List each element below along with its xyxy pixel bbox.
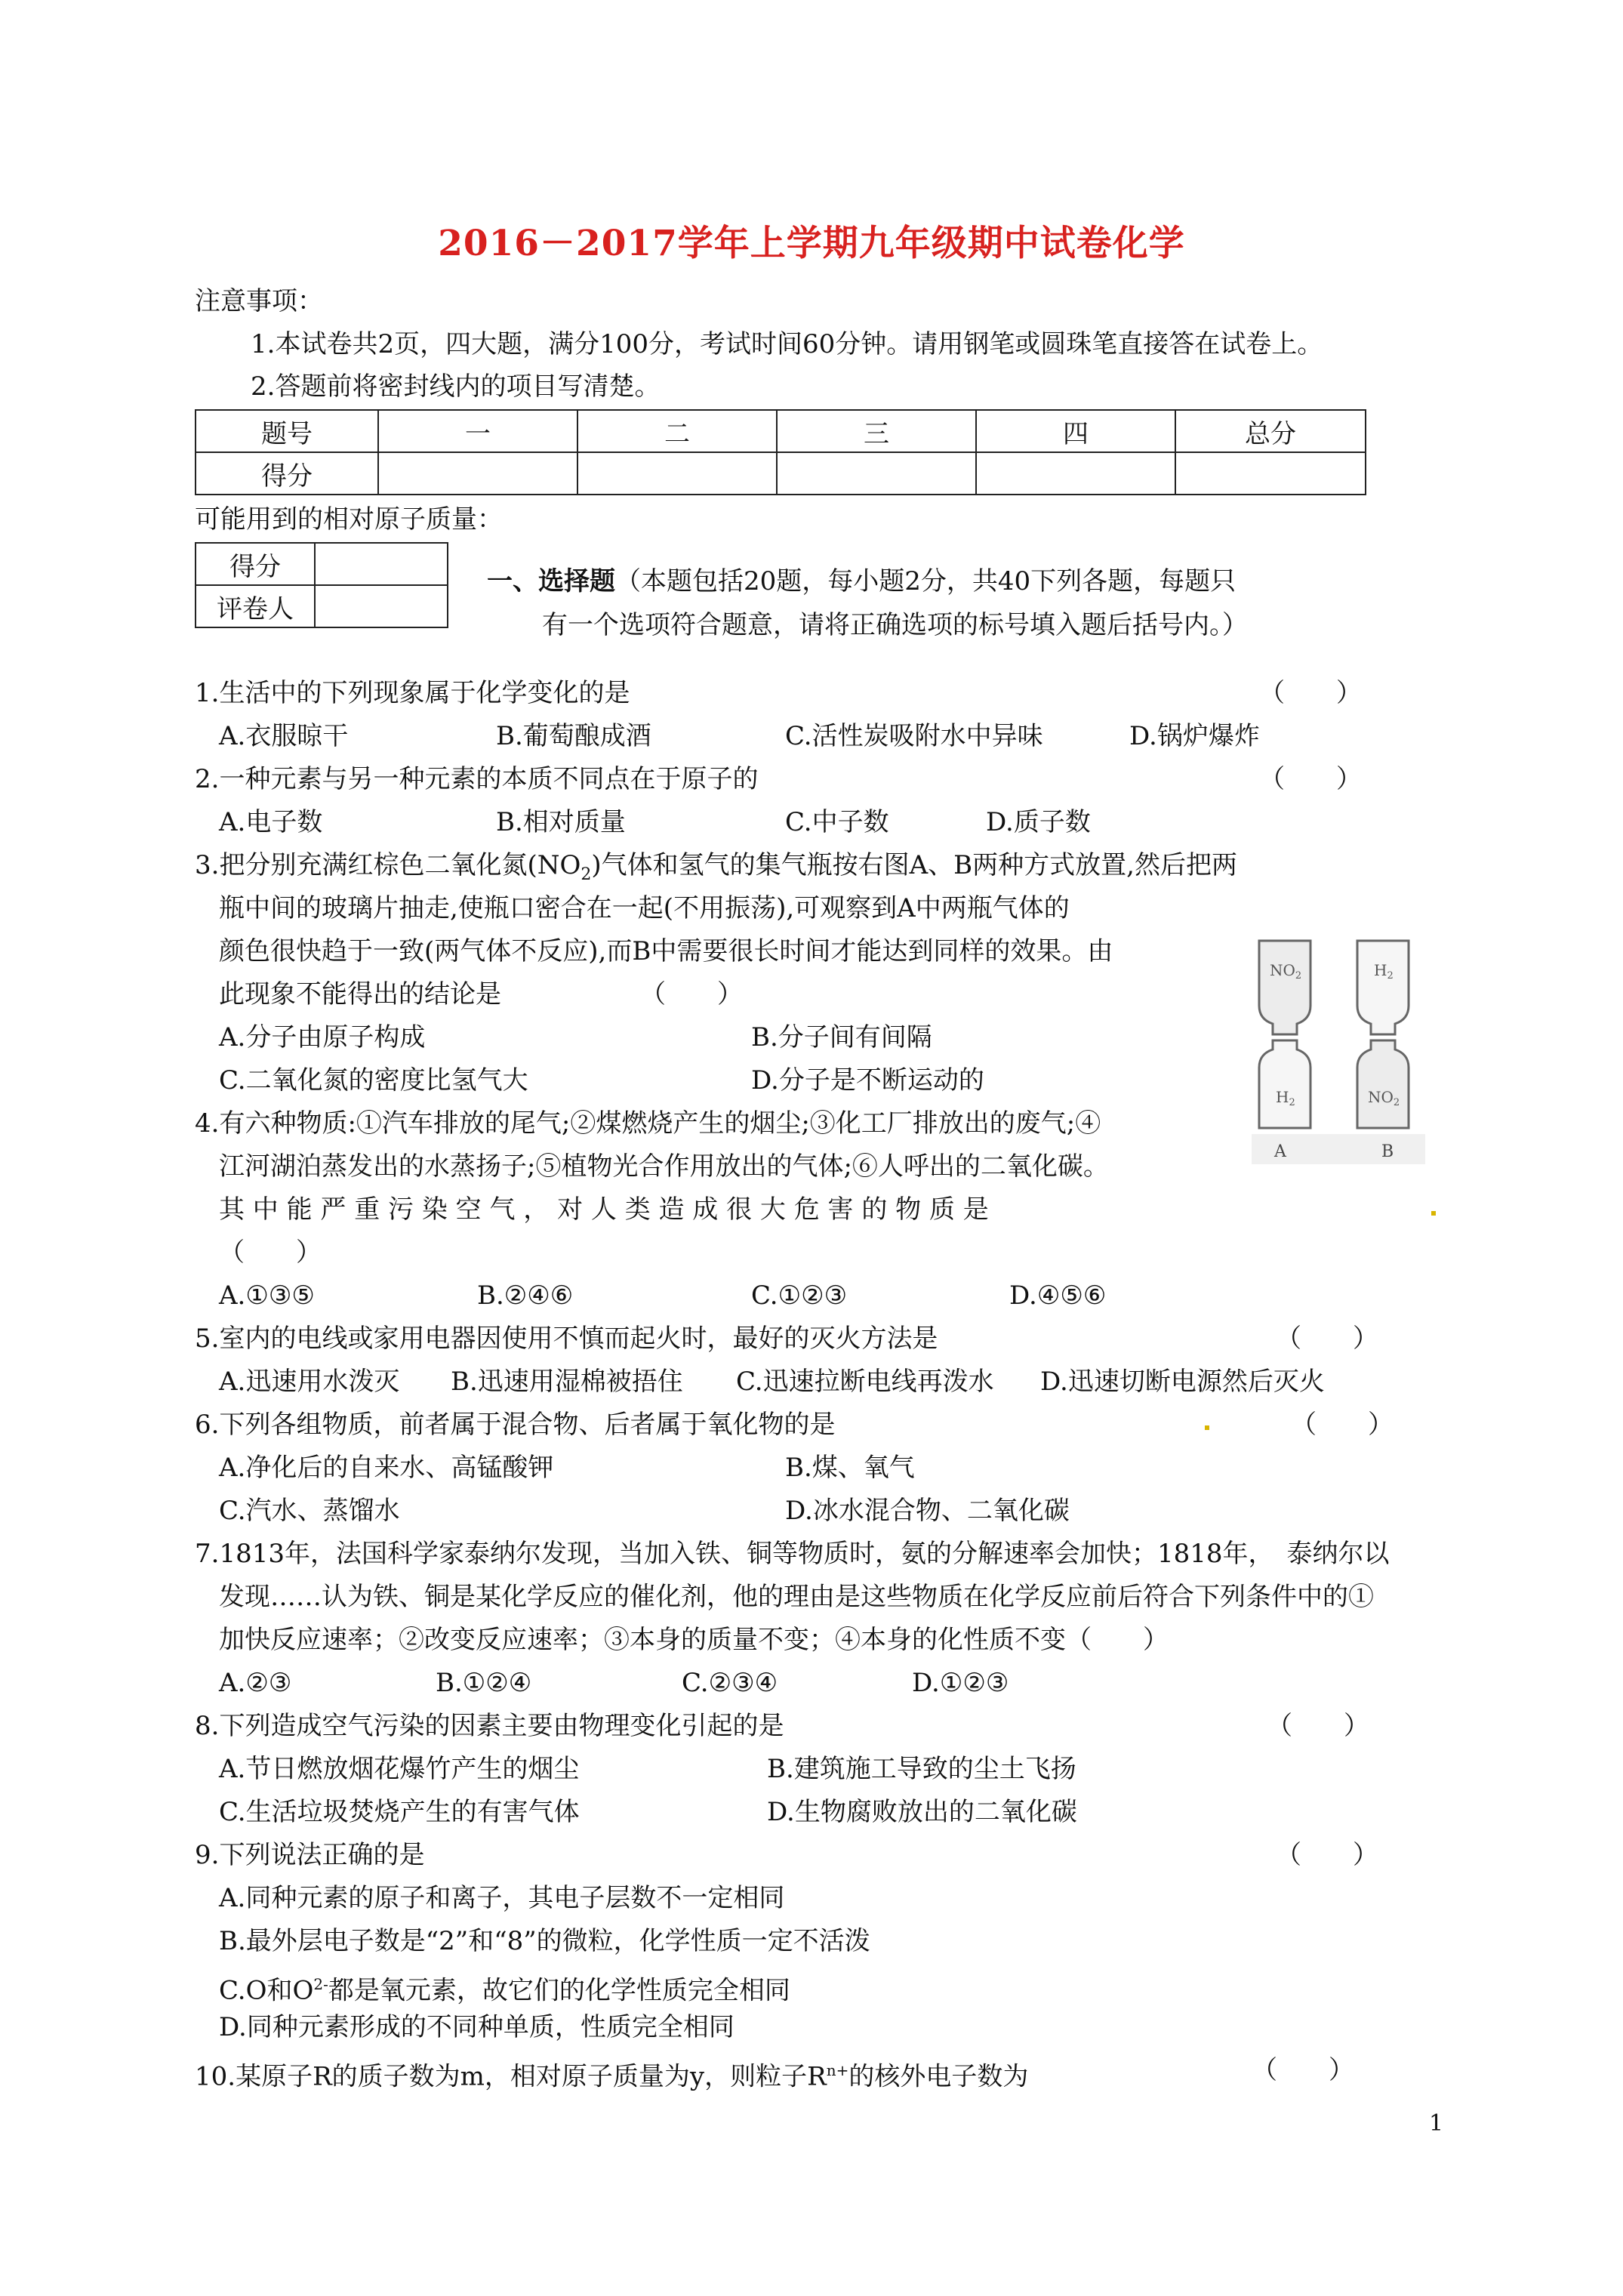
score-input-cell[interactable] — [976, 452, 1175, 495]
q4-line-3: 其 中 能 严 重 污 染 空 气 ， 对 人 类 造 成 很 大 危 害 的 物 质 是 — [219, 1194, 989, 1225]
q7-option-b: B.①②④ — [436, 1668, 532, 1698]
q4-option-d: D.④⑤⑥ — [1009, 1281, 1107, 1311]
q5-answer-paren[interactable]: （ ） — [1276, 1324, 1378, 1354]
jar-a-top-shape — [1259, 941, 1310, 1034]
q3-answer-paren[interactable]: （ ） — [640, 979, 743, 1009]
q2-option-c: C.中子数 — [785, 807, 889, 837]
atomic-mass-note: 可能用到的相对原子质量： — [195, 504, 503, 535]
q8-option-d: D.生物腐败放出的二氧化碳 — [767, 1797, 1077, 1827]
score-input-cell[interactable] — [777, 452, 976, 495]
score-table-cell: 得分 — [196, 452, 378, 495]
q7-option-a: A.②③ — [219, 1668, 292, 1698]
q4-line-1: 4.有六种物质:①汽车排放的尾气;②煤燃烧产生的烟尘;③化工厂排放出的废气;④ — [195, 1108, 1101, 1139]
q10-stem-part2: 的核外电子数为 — [848, 2061, 1029, 2092]
section-heading — [487, 560, 1236, 603]
q10-answer-paren[interactable]: （ ） — [1252, 2055, 1354, 2085]
score-table-score-row — [196, 452, 1366, 495]
q9-option-c-superscript: 2- — [313, 1975, 328, 1993]
q4-option-a: A.①③⑤ — [219, 1281, 315, 1311]
q2-option-a: A.电子数 — [219, 807, 323, 837]
q2-stem: 2.一种元素与另一种元素的本质不同点在于原子的 — [195, 764, 759, 794]
q5-option-b: B.迅速用湿棉被捂住 — [451, 1367, 683, 1397]
score-table-cell: 总分 — [1175, 410, 1366, 452]
q2-option-b: B.相对质量 — [496, 807, 626, 837]
jar-b-bottom-label: $NO_2$ — [1368, 1088, 1400, 1108]
q10-superscript: n+ — [826, 2061, 849, 2079]
jar-b-top-shape — [1357, 941, 1409, 1034]
q6-answer-paren[interactable]: （ ） — [1291, 1410, 1394, 1440]
q3-option-d: D.分子是不断运动的 — [751, 1065, 984, 1096]
q2-option-d: D.质子数 — [986, 807, 1091, 837]
q6-option-b: B.煤、氧气 — [785, 1453, 915, 1483]
q3-line-1-subscript: 2 — [581, 864, 592, 884]
q1-option-b: B.葡萄酿成酒 — [496, 721, 651, 751]
jar-a-top-label: $NO_2$ — [1270, 961, 1302, 982]
q7-option-d: D.①②③ — [912, 1668, 1009, 1698]
q6-stem: 6.下列各组物质，前者属于混合物、后者属于氧化物的是 — [195, 1410, 836, 1440]
q6-option-c: C.汽水、蒸馏水 — [219, 1496, 400, 1526]
q9-option-b: B.最外层电子数是“2”和“8”的微粒，化学性质一定不活泼 — [219, 1926, 870, 1956]
score-table-cell: 二 — [577, 410, 777, 452]
q4-line-2: 江河湖泊蒸发出的水蒸扬子;⑤植物光合作用放出的气体;⑥人呼出的二氧化碳。 — [219, 1151, 1109, 1182]
q6-option-d: D.冰水混合物、二氧化碳 — [785, 1496, 1070, 1526]
q6-option-a: A.净化后的自来水、高锰酸钾 — [219, 1453, 554, 1483]
q3-line-2: 瓶中间的玻璃片抽走,使瓶口密合在一起(不用振荡),可观察到A中两瓶气体的 — [219, 893, 1070, 923]
q5-option-c: C.迅速拉断电线再泼水 — [736, 1367, 994, 1397]
q7-line-1: 7.1813年，法国科学家泰纳尔发现，当加入铁、铜等物质时，氨的分解速率会加快；1818年， 泰纳尔以 — [195, 1539, 1390, 1569]
score-table-cell: 三 — [777, 410, 976, 452]
q5-option-a: A.迅速用水泼灭 — [219, 1367, 400, 1397]
q8-stem: 8.下列造成空气污染的因素主要由物理变化引起的是 — [195, 1711, 784, 1741]
section-title: 一、选择题 — [487, 566, 615, 596]
jar-a-bottom-label: $H_2$ — [1276, 1088, 1295, 1108]
q3-line-1 — [195, 844, 1237, 886]
score-input-cell[interactable] — [378, 452, 577, 495]
q3-line-3: 颜色很快趋于一致(两气体不反应),而B中需要很长时间才能达到同样的效果。由 — [219, 936, 1113, 966]
gas-jars-diagram — [1252, 930, 1425, 1164]
q3-option-a: A.分子由原子构成 — [219, 1022, 426, 1052]
q5-option-d: D.迅速切断电源然后灭火 — [1040, 1367, 1325, 1397]
jar-b-bottom-shape — [1357, 1040, 1409, 1128]
q3-line-1a: 3.把分别充满红棕色二氧化氮(NO — [195, 850, 581, 880]
figure-label-a: A — [1274, 1142, 1286, 1161]
q1-option-c: C.活性炭吸附水中异味 — [785, 721, 1043, 751]
section-desc-1: （本题包括20题，每小题2分，共40下列各题，每题只 — [615, 566, 1236, 596]
q8-option-a: A.节日燃放烟花爆竹产生的烟尘 — [219, 1754, 580, 1784]
q7-line-2: 发现……认为铁、铜是某化学反应的催化剂，他的理由是这些物质在化学反应前后符合下列条件中的① — [219, 1582, 1374, 1612]
grader-score-cell[interactable] — [315, 543, 448, 585]
grader-name-label: 评卷人 — [196, 585, 315, 627]
page-number: 1 — [1429, 2110, 1444, 2137]
q1-option-a: A.衣服晾干 — [219, 721, 349, 751]
q8-option-b: B.建筑施工导致的尘土飞扬 — [767, 1754, 1076, 1784]
figure-label-b: B — [1381, 1142, 1394, 1161]
q7-line-3: 加快反应速率；②改变反应速率；③本身的质量不变；④本身的化性质不变（ ） — [219, 1625, 1169, 1655]
score-table-cell: 四 — [976, 410, 1175, 452]
score-input-cell[interactable] — [577, 452, 777, 495]
q4-option-b: B.②④⑥ — [477, 1281, 574, 1311]
notice-heading: 注意事项： — [195, 286, 323, 316]
score-table-header-row — [196, 410, 1366, 452]
notice-item-2: 2.答题前将密封线内的项目写清楚。 — [251, 371, 661, 402]
score-table — [195, 409, 1366, 495]
score-table-cell: 一 — [378, 410, 577, 452]
speck-mark — [1205, 1425, 1209, 1430]
section-desc-2: 有一个选项符合题意，请将正确选项的标号填入题后括号内。） — [542, 610, 1248, 640]
q2-answer-paren[interactable]: （ ） — [1259, 764, 1362, 794]
q8-answer-paren[interactable]: （ ） — [1267, 1711, 1369, 1741]
q1-option-d: D.锅炉爆炸 — [1129, 721, 1260, 751]
score-input-cell[interactable] — [1175, 452, 1366, 495]
q9-option-a: A.同种元素的原子和离子，其电子层数不一定相同 — [219, 1883, 785, 1913]
q9-answer-paren[interactable]: （ ） — [1276, 1840, 1378, 1870]
q5-stem: 5.室内的电线或家用电器因使用不慎而起火时，最好的灭火方法是 — [195, 1324, 938, 1354]
exam-title: 2016－2017学年上学期九年级期中试卷化学 — [438, 223, 1185, 264]
q9-stem: 9.下列说法正确的是 — [195, 1840, 425, 1870]
q9-option-c — [219, 1963, 790, 2011]
q4-option-c: C.①②③ — [751, 1281, 848, 1311]
q3-option-c: C.二氧化氮的密度比氢气大 — [219, 1065, 528, 1096]
q4-answer-paren[interactable]: （ ） — [219, 1237, 322, 1268]
grader-table — [195, 542, 448, 628]
q9-option-c-part2: 都是氧元素，故它们的化学性质完全相同 — [328, 1975, 790, 2006]
jar-b-top-label: $H_2$ — [1374, 961, 1394, 982]
grader-score-label: 得分 — [196, 543, 315, 585]
q3-line-4: 此现象不能得出的结论是 — [219, 979, 501, 1009]
q3-line-1b: )气体和氢气的集气瓶按右图A、B两种方式放置,然后把两 — [591, 850, 1237, 880]
q9-option-c-part1: C.O和O — [219, 1975, 314, 2006]
q7-option-c: C.②③④ — [682, 1668, 778, 1698]
gas-jars-figure — [1252, 930, 1425, 1164]
q10-stem-part1: 10.某原子R的质子数为m，相对原子质量为y，则粒子R — [195, 2061, 827, 2092]
q9-option-d: D.同种元素形成的不同种单质，性质完全相同 — [219, 2012, 735, 2042]
grader-name-cell[interactable] — [315, 585, 448, 627]
jar-a-bottom-shape — [1259, 1040, 1310, 1128]
notice-item-1: 1.本试卷共2页，四大题，满分100分，考试时间60分钟。请用钢笔或圆珠笔直接答在试卷上。 — [251, 329, 1323, 359]
q1-stem: 1.生活中的下列现象属于化学变化的是 — [195, 678, 630, 708]
score-table-cell: 题号 — [196, 410, 378, 452]
q3-option-b: B.分子间有间隔 — [751, 1022, 932, 1052]
q10-stem — [195, 2049, 1028, 2091]
q8-option-c: C.生活垃圾焚烧产生的有害气体 — [219, 1797, 580, 1827]
speck-mark — [1431, 1211, 1436, 1216]
q1-answer-paren[interactable]: （ ） — [1259, 678, 1362, 708]
